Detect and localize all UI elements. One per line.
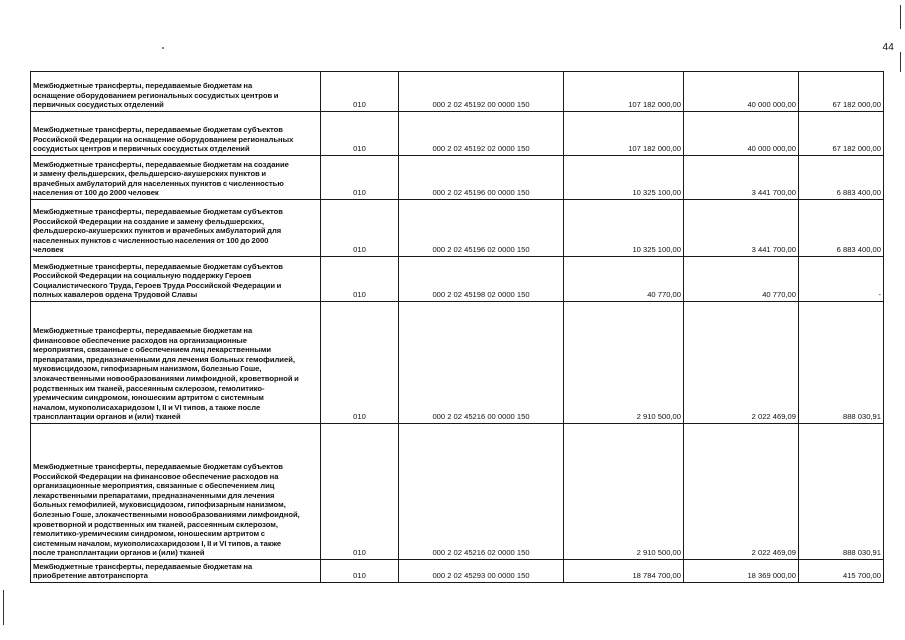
row-amount-3: 888 030,91 xyxy=(799,424,884,560)
row-code: 010 xyxy=(321,200,399,257)
row-amount-1: 10 325 100,00 xyxy=(564,156,684,200)
row-amount-1: 107 182 000,00 xyxy=(564,72,684,112)
scan-edge-mark xyxy=(900,52,901,72)
table-row xyxy=(31,112,884,156)
table-row xyxy=(31,424,884,560)
scan-edge-mark xyxy=(900,5,901,29)
row-amount-2: 3 441 700,00 xyxy=(684,200,799,257)
table-row xyxy=(31,156,884,200)
row-amount-1: 10 325 100,00 xyxy=(564,200,684,257)
row-description: Межбюджетные трансферты, передаваемые бюджетам субъектов Российской Федерации на создание и замену фельдшерских, фельдшерско-акушерских пунктов и врачебных амбулаторий для населенных пунктов с численностью населения от 100 до 2000 человек xyxy=(31,200,321,257)
row-amount-3: 6 883 400,00 xyxy=(799,156,884,200)
row-amount-1: 2 910 500,00 xyxy=(564,424,684,560)
scan-edge-mark xyxy=(3,590,4,625)
row-amount-3: 67 182 000,00 xyxy=(799,112,884,156)
row-code: 010 xyxy=(321,424,399,560)
row-code: 010 xyxy=(321,112,399,156)
row-amount-3: 888 030,91 xyxy=(799,302,884,424)
table-row xyxy=(31,200,884,257)
row-budget-classification-code: 000 2 02 45192 00 0000 150 xyxy=(399,72,564,112)
table-row xyxy=(31,302,884,424)
row-budget-classification-code: 000 2 02 45216 02 0000 150 xyxy=(399,424,564,560)
row-code: 010 xyxy=(321,72,399,112)
row-description: Межбюджетные трансферты, передаваемые бюджетам на оснащение оборудованием региональных сосудистых центров и первичных сосудистых отделений xyxy=(31,72,321,112)
row-amount-3: 67 182 000,00 xyxy=(799,72,884,112)
row-budget-classification-code: 000 2 02 45293 00 0000 150 xyxy=(399,560,564,583)
row-budget-classification-code: 000 2 02 45216 00 0000 150 xyxy=(399,302,564,424)
row-amount-2: 3 441 700,00 xyxy=(684,156,799,200)
row-amount-2: 40 000 000,00 xyxy=(684,72,799,112)
row-budget-classification-code: 000 2 02 45196 00 0000 150 xyxy=(399,156,564,200)
budget-transfers-table xyxy=(30,71,884,583)
row-budget-classification-code: 000 2 02 45196 02 0000 150 xyxy=(399,200,564,257)
row-amount-1: 2 910 500,00 xyxy=(564,302,684,424)
row-amount-1: 107 182 000,00 xyxy=(564,112,684,156)
row-amount-1: 40 770,00 xyxy=(564,257,684,302)
row-amount-1: 18 784 700,00 xyxy=(564,560,684,583)
row-code: 010 xyxy=(321,302,399,424)
row-description: Межбюджетные трансферты, передаваемые бюджетам на приобретение автотранспорта xyxy=(31,560,321,583)
row-amount-2: 2 022 469,09 xyxy=(684,302,799,424)
row-description: Межбюджетные трансферты, передаваемые бюджетам на финансовое обеспечение расходов на организационные мероприятия, связанные с обеспечением лиц лекарственными препаратами, предназначенными для лечения больных гемофилией, муковисцидозом, гипофизарным нанизмом, болезнью Гоше, злокачественными новообразованиями лимфоидной, кроветворной и родственных им тканей, рассеянным склерозом, гемолитико- уремическим синдромом, юношеским артритом с системным началом, мукополисахаридозом I, II и VI типов, а также после трансплантации органов и (или) тканей xyxy=(31,302,321,424)
page-number: 44 xyxy=(882,42,894,53)
row-description: Межбюджетные трансферты, передаваемые бюджетам на создание и замену фельдшерских, фельдшерско-акушерских пунктов и врачебных амбулаторий для населенных пунктов с численностью населения от 100 до 2000 человек xyxy=(31,156,321,200)
row-amount-2: 40 770,00 xyxy=(684,257,799,302)
row-description: Межбюджетные трансферты, передаваемые бюджетам субъектов Российской Федерации на оснащение оборудованием региональных сосудистых центров и первичных сосудистых отделений xyxy=(31,112,321,156)
row-code: 010 xyxy=(321,156,399,200)
row-amount-2: 40 000 000,00 xyxy=(684,112,799,156)
table-row xyxy=(31,257,884,302)
row-amount-3: - xyxy=(799,257,884,302)
table-row xyxy=(31,560,884,583)
row-amount-2: 2 022 469,09 xyxy=(684,424,799,560)
row-code: 010 xyxy=(321,257,399,302)
row-amount-3: 415 700,00 xyxy=(799,560,884,583)
row-budget-classification-code: 000 2 02 45192 02 0000 150 xyxy=(399,112,564,156)
row-amount-2: 18 369 000,00 xyxy=(684,560,799,583)
scan-speck xyxy=(162,47,164,49)
table-row xyxy=(31,72,884,112)
row-budget-classification-code: 000 2 02 45198 02 0000 150 xyxy=(399,257,564,302)
row-code: 010 xyxy=(321,560,399,583)
row-description: Межбюджетные трансферты, передаваемые бюджетам субъектов Российской Федерации на финансовое обеспечение расходов на организационные мероприятия, связанные с обеспечением лиц лекарственными препаратами, предназначенными для лечения больных гемофилией, муковисцидозом, гипофизарным нанизмом, болезнью Гоше, злокачественными новообразованиями лимфоидной, кроветворной и родственных им тканей, рассеянным склерозом, гемолитико-уремическим синдромом, юношеским артритом с системным началом, мукополисахаридозом I, II и VI типов, а также после трансплантации органов и (или) тканей xyxy=(31,424,321,560)
row-description: Межбюджетные трансферты, передаваемые бюджетам субъектов Российской Федерации на социальную поддержку Героев Социалистического Труда, Героев Труда Российской Федерации и полных кавалеров ордена Трудовой Славы xyxy=(31,257,321,302)
row-amount-3: 6 883 400,00 xyxy=(799,200,884,257)
